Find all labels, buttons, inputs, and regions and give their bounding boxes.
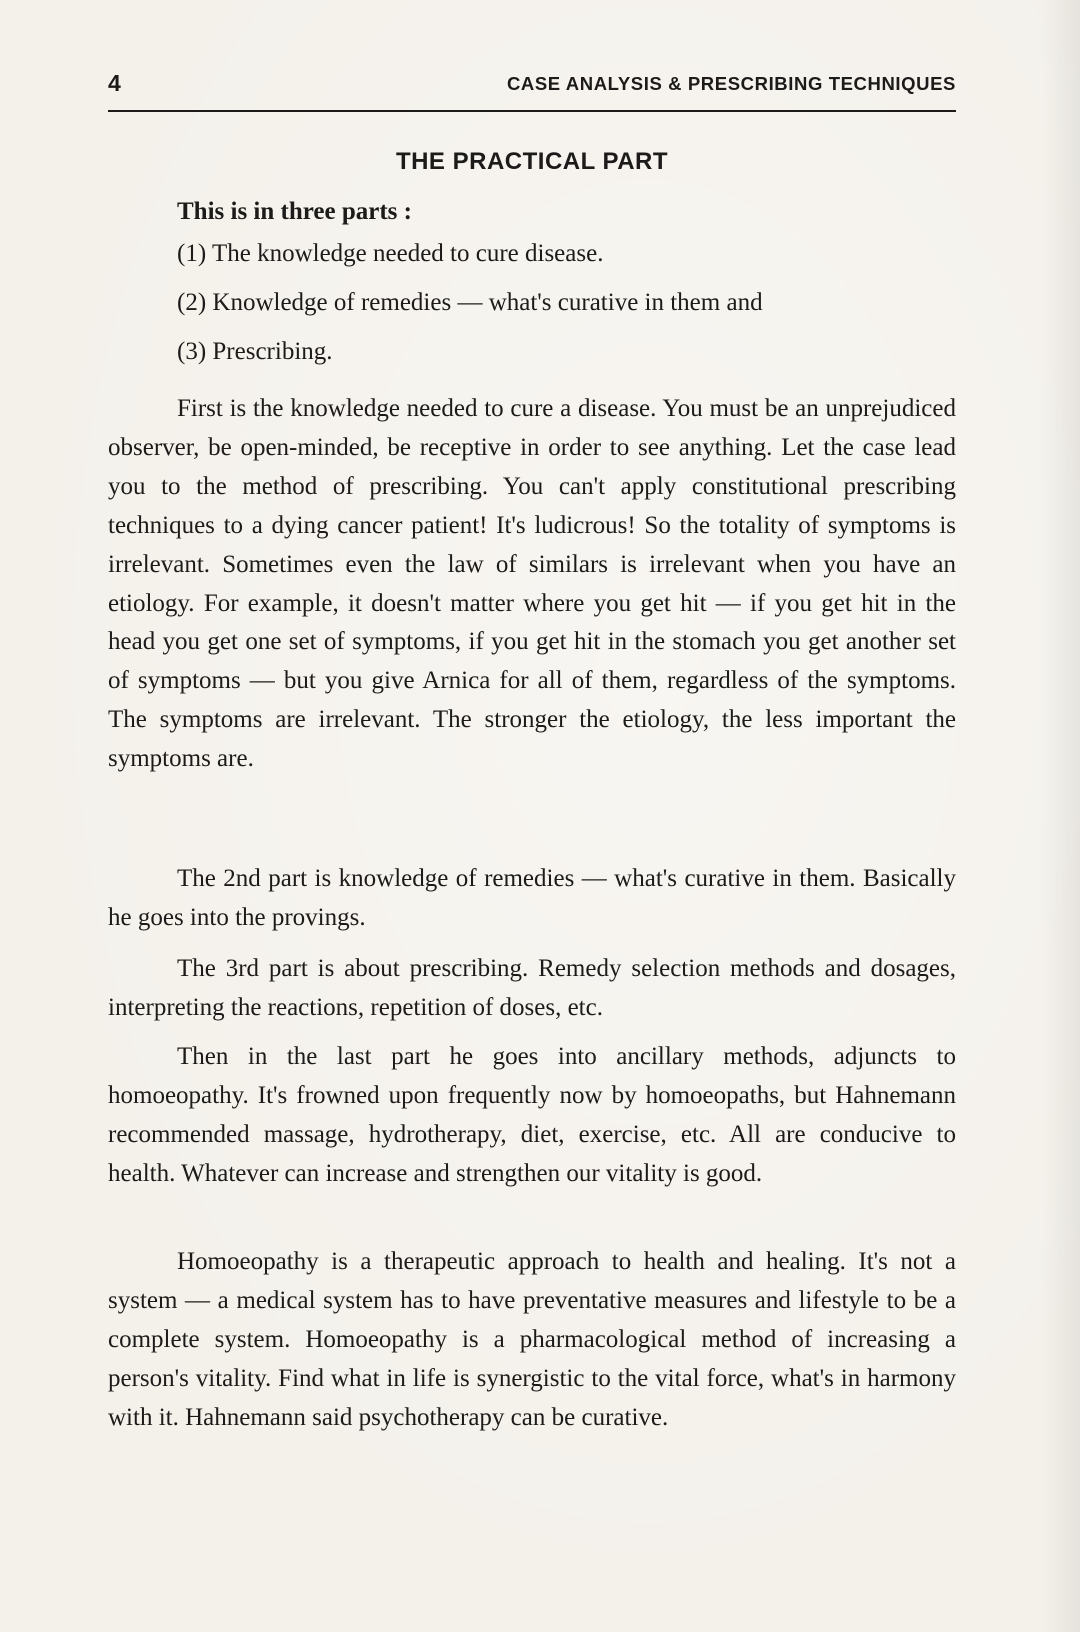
- paragraph-1: First is the knowledge needed to cure a disease. You must be an unprejudiced observer, be open-minded, be receptive in order to see anything. Let the case lead you to the method of prescribing. You can't apply constitutional prescribing techniques to a dying cancer patient! It's ludicrous! So the totality of symptoms is irrelevant. Sometimes even the law of similars is irrelevant when you have an etiology. For example, it doesn't matter where you get hit — if you get hit in the head you get one set of symptoms, if you get hit in the stomach you get another set of symptoms — but you give Arnica for all of them, regardless of the symptoms. The symptoms are irrelevant. The stronger the etiology, the less important the symptoms are.: [108, 395, 956, 773]
- list-item-3: (3) Prescribing.: [177, 338, 333, 365]
- section-title: THE PRACTICAL PART: [395, 148, 669, 175]
- paragraph-4: Then in the last part he goes into ancillary methods, adjuncts to homoeopathy. It's frowned upon frequently now by homoeopaths, but Hahnemann recommended massage, hydrotherapy, diet, exercise, etc. All are conducive to health. Whatever can increase and strengthen our vitality is good.: [108, 1043, 956, 1187]
- list-item-1: (1) The knowledge needed to cure disease.: [177, 240, 604, 267]
- running-head: CASE ANALYSIS & PRESCRIBING TECHNIQUES: [506, 73, 956, 94]
- intro-line: This is in three parts :: [177, 198, 412, 225]
- paragraph-5: Homoeopathy is a therapeutic approach to health and healing. It's not a system — a medical system has to have preventative measures and lifestyle to be a complete system. Homoeopathy is a pharmacological method of increasing a person's vitality. Find what in life is synergistic to the vital force, what's in harmony with it. Hahnemann said psychotherapy can be curative.: [108, 1248, 956, 1431]
- page-edge-shadow: [1040, 0, 1080, 1632]
- paragraph-3: The 3rd part is about prescribing. Remedy selection methods and dosages, interpreting the reactions, repetition of doses, etc.: [108, 955, 956, 1021]
- page-number: 4: [108, 70, 121, 96]
- paragraph-2: The 2nd part is knowledge of remedies — what's curative in them. Basically he goes into the provings.: [108, 865, 956, 931]
- list-item-2: (2) Knowledge of remedies — what's curative in them and: [177, 289, 763, 316]
- page-header: [108, 64, 956, 112]
